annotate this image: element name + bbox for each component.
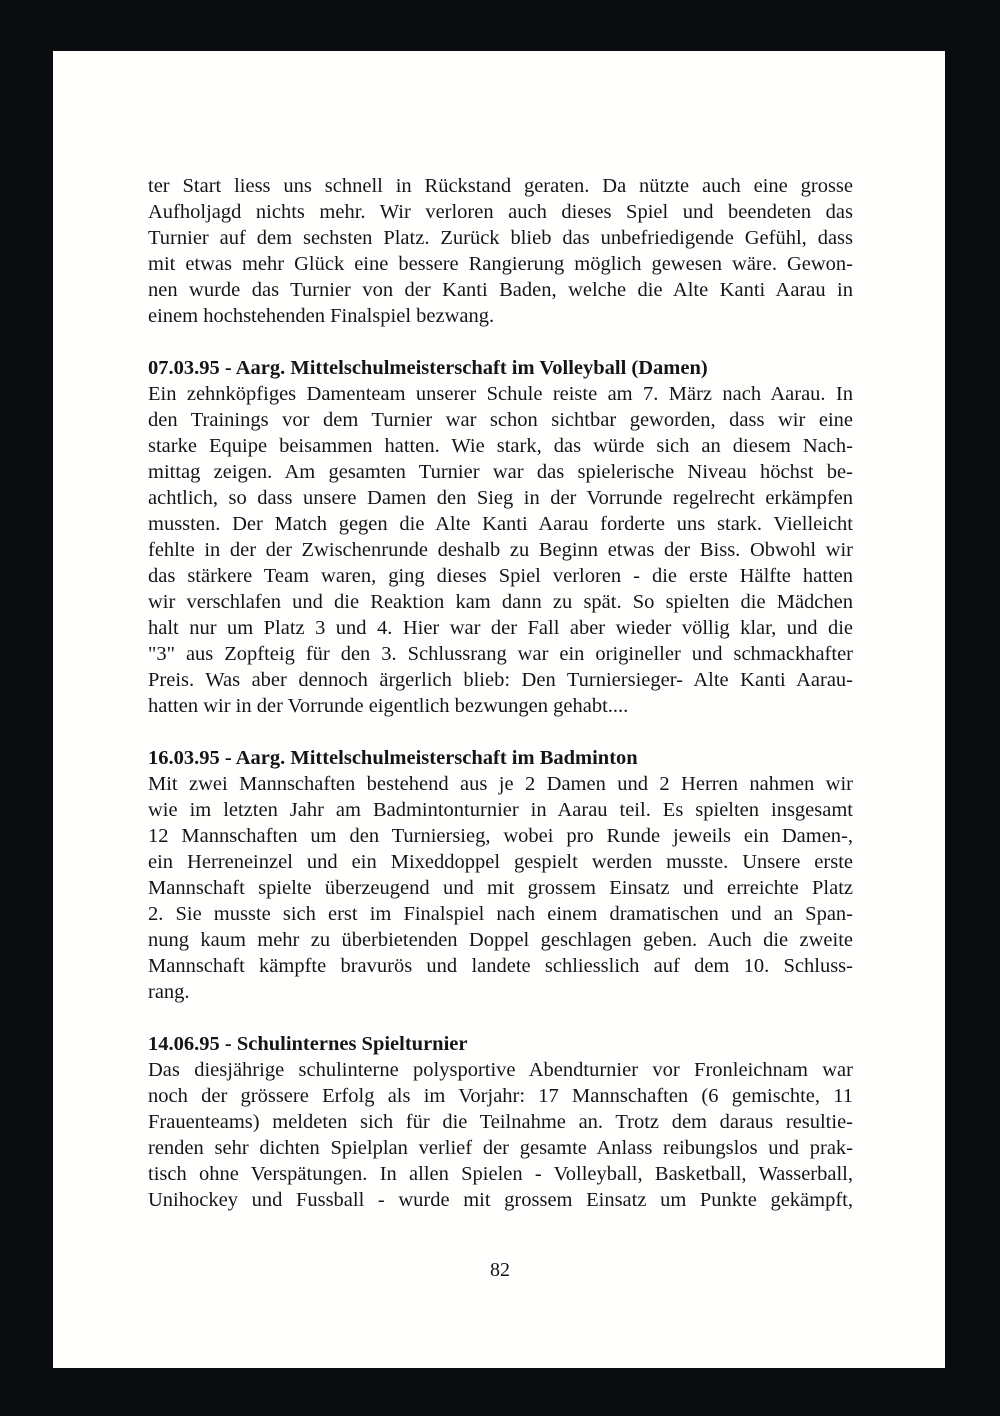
section-heading: 07.03.95 - Aarg. Mittelschulmeisterschaft im Volleyball (Damen) <box>148 357 708 379</box>
paragraph-gap <box>148 719 853 745</box>
text-line: wie im letzten Jahr am Badmintonturnier in Aarau teil. Es spielten insgesamt <box>148 799 853 821</box>
text-line: halt nur um Platz 3 und 4. Hier war der Fall aber wieder völlig klar, und die <box>148 617 853 639</box>
text-line: hatten wir in der Vorrunde eigentlich bezwungen gehabt.... <box>148 695 629 717</box>
text-line: Frauenteams) meldeten sich für die Teilnahme an. Trotz dem daraus resultie- <box>148 1111 853 1133</box>
text-line: einem hochstehenden Finalspiel bezwang. <box>148 305 495 327</box>
text-line: Turnier auf dem sechsten Platz. Zurück blieb das unbefriedigende Gefühl, dass <box>148 227 853 249</box>
text-line: ein Herreneinzel und ein Mixeddoppel gespielt werden musste. Unsere erste <box>148 851 853 873</box>
text-line: achtlich, so dass unsere Damen den Sieg in der Vorrunde regelrecht erkämpfen <box>148 487 853 509</box>
text-line: renden sehr dichten Spielplan verlief der gesamte Anlass reibungslos und prak- <box>148 1137 853 1159</box>
text-line: Mannschaft spielte überzeugend und mit grossem Einsatz und erreichte Platz <box>148 877 853 899</box>
text-line: mit etwas mehr Glück eine bessere Rangierung möglich gewesen wäre. Gewon- <box>148 253 853 275</box>
paragraph-gap <box>148 329 853 355</box>
text-line: rang. <box>148 981 190 1003</box>
text-line: Unihockey und Fussball - wurde mit grossem Einsatz um Punkte gekämpft, <box>148 1189 853 1211</box>
text-line: 12 Mannschaften um den Turniersieg, wobei pro Runde jeweils ein Damen-, <box>148 825 853 847</box>
document-body <box>148 173 853 1213</box>
text-line: das stärkere Team waren, ging dieses Spiel verloren - die erste Hälfte hatten <box>148 565 853 587</box>
text-line: Preis. Was aber dennoch ärgerlich blieb: Den Turniersieger- Alte Kanti Aarau- <box>148 669 853 691</box>
text-line: Mit zwei Mannschaften bestehend aus je 2 Damen und 2 Herren nahmen wir <box>148 773 853 795</box>
text-line: nen wurde das Turnier von der Kanti Baden, welche die Alte Kanti Aarau in <box>148 279 853 301</box>
text-line: Mannschaft kämpfte bravurös und landete schliesslich auf dem 10. Schluss- <box>148 955 853 977</box>
text-line: ter Start liess uns schnell in Rückstand geraten. Da nützte auch eine grosse <box>148 175 853 197</box>
text-line: mussten. Der Match gegen die Alte Kanti Aarau forderte uns stark. Vielleicht <box>148 513 853 535</box>
text-line: tisch ohne Verspätungen. In allen Spielen - Volleyball, Basketball, Wasserball, <box>148 1163 853 1185</box>
text-line: starke Equipe beisammen hatten. Wie stark, das würde sich an diesem Nach- <box>148 435 853 457</box>
text-line: noch der grössere Erfolg als im Vorjahr: 17 Mannschaften (6 gemischte, 11 <box>148 1085 853 1107</box>
text-line: Aufholjagd nichts mehr. Wir verloren auch dieses Spiel und beendeten das <box>148 201 853 223</box>
text-line: wir verschlafen und die Reaktion kam dann zu spät. So spielten die Mädchen <box>148 591 853 613</box>
text-line: 2. Sie musste sich erst im Finalspiel nach einem dramatischen und an Span- <box>148 903 853 925</box>
text-line: den Trainings vor dem Turnier war schon sichtbar geworden, dass wir eine <box>148 409 853 431</box>
text-line: nung kaum mehr zu überbietenden Doppel geschlagen geben. Auch die zweite <box>148 929 853 951</box>
section-heading: 16.03.95 - Aarg. Mittelschulmeisterschaft im Badminton <box>148 747 638 769</box>
text-line: Ein zehnköpfiges Damenteam unserer Schule reiste am 7. März nach Aarau. In <box>148 383 853 405</box>
section-heading: 14.06.95 - Schulinternes Spielturnier <box>148 1033 468 1055</box>
paragraph-gap <box>148 1005 853 1031</box>
page-number: 82 <box>490 1259 510 1281</box>
text-line: "3" aus Zopfteig für den 3. Schlussrang war ein origineller und schmackhafter <box>148 643 853 665</box>
text-line: fehlte in der der Zwischenrunde deshalb zu Beginn etwas der Biss. Obwohl wir <box>148 539 853 561</box>
text-line: mittag zeigen. Am gesamten Turnier war das spielerische Niveau höchst be- <box>148 461 853 483</box>
text-line: Das diesjährige schulinterne polysportive Abendturnier vor Fronleichnam war <box>148 1059 853 1081</box>
